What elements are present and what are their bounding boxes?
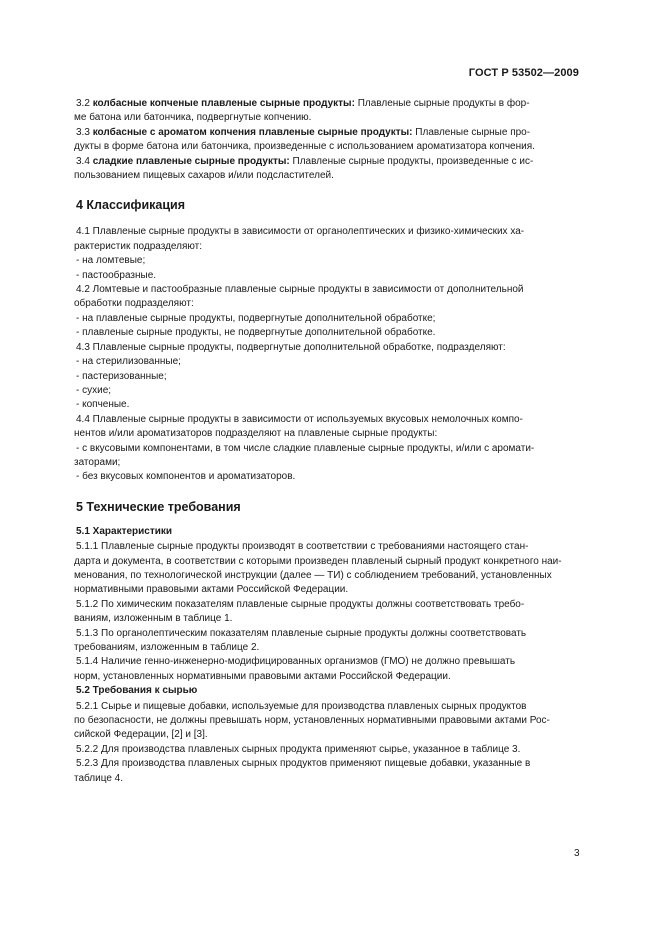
para-5-2-1-cont: по безопасности, не должны превышать норм, установленных нормативными правовыми актами Рос- — [74, 715, 550, 727]
para-5-1-2-cont: ваниям, изложенным в таблице 1. — [74, 613, 233, 625]
para-4-4: 4.4 Плавленые сырные продукты в зависимости от используемых вкусовых немолочных компо- — [76, 413, 523, 425]
para-4-1-cont: рактеристик подразделяют: — [74, 240, 203, 252]
term-title: колбасные копченые плавленые сырные продукты: — [92, 98, 355, 109]
term-title: колбасные с ароматом копчения плавленые сырные продукты: — [92, 126, 413, 138]
para-4-1: 4.1 Плавленые сырные продукты в зависимости от органолептических и физико-химических ха- — [76, 226, 525, 238]
list-item: - на плавленые сырные продукты, подвергнутые дополнительной обработке; — [76, 312, 436, 324]
para-5-1-2: 5.1.2 По химическим показателям плавленые сырные продукты должны соответствовать требо- — [76, 598, 525, 610]
list-item: - на ломтевые; — [76, 255, 146, 267]
para-4-3: 4.3 Плавленые сырные продукты, подвергнутые дополнительной обработке, подразделяют: — [76, 341, 506, 353]
list-item: - на стерилизованные; — [76, 356, 181, 368]
para-5-2-2: 5.2.2 Для производства плавленых сырных продукта применяют сырье, указанное в таблице 3. — [76, 743, 521, 755]
para-5-1-1-cont: менования, по технологической инструкции (далее — ТИ) с соблюдением требований, установленных — [74, 569, 552, 581]
term-text: Плавленые сырные продукты, произведенные с ис- — [292, 155, 534, 167]
term-text: Плавленые сырные продукты в фор- — [357, 98, 530, 109]
list-item: - сухие; — [76, 384, 112, 396]
term-number: 3.4 — [76, 155, 90, 167]
para-5-1-1-cont: дарта и документа, в соответствии с которыми произведен плавленый сырный продукт конкретного наи- — [74, 555, 562, 567]
term-text: дукты в форме батона или батончика, произведенные с использованием ароматизатора копчения. — [74, 141, 535, 153]
para-5-1-4: 5.1.4 Наличие генно-инженерно-модифицированных организмов (ГМО) не должно превышать — [76, 656, 516, 668]
para-4-2: 4.2 Ломтевые и пастообразные плавленые сырные продукты в зависимости от дополнительной — [76, 284, 524, 296]
term-number: 3.2 — [76, 98, 90, 109]
para-5-1-1: 5.1.1 Плавленые сырные продукты производят в соответствии с требованиями настоящего стан- — [76, 541, 529, 553]
para-5-2-1-cont: сийской Федерации, [2] и [3]. — [74, 729, 208, 741]
list-item: - копченые. — [76, 399, 130, 411]
para-4-4-cont: нентов и/или ароматизаторов подразделяют на плавленые сырные продукты: — [74, 428, 438, 440]
term-text: ме батона или батончика, подвергнутые копчению. — [74, 112, 312, 124]
list-item: - пастеризованные; — [76, 370, 167, 382]
list-item: - пастообразные. — [76, 269, 157, 281]
list-item: - с вкусовыми компонентами, в том числе сладкие плавленые сырные продукты, и/или с аромати- — [76, 442, 535, 454]
subsection-5-1-heading: 5.1 Характеристики — [76, 525, 173, 537]
para-5-2-1: 5.2.1 Сырье и пищевые добавки, используемые для производства плавленых сырных продуктов — [76, 700, 527, 712]
list-item-cont: заторами; — [74, 456, 121, 468]
term-title: сладкие плавленые сырные продукты: — [92, 155, 290, 167]
term-text: пользованием пищевых сахаров и/или подсластителей. — [74, 170, 334, 182]
term-number: 3.3 — [76, 126, 90, 138]
term-3-2 — [74, 97, 580, 126]
section-4-heading: 4 Классификация — [76, 198, 186, 213]
term-3-3 — [74, 126, 580, 155]
list-item: - плавленые сырные продукты, не подвергнутые дополнительной обработке. — [76, 327, 436, 339]
para-5-1-3-cont: требованиям, изложенным в таблице 2. — [74, 642, 260, 653]
para-5-2-3: 5.2.3 Для производства плавленых сырных продуктов применяют пищевые добавки, указанные в — [76, 758, 531, 770]
term-text: Плавленые сырные про- — [415, 126, 531, 138]
section-5-heading: 5 Технические требования — [76, 499, 241, 514]
document-id: ГОСТ Р 53502—2009 — [468, 67, 579, 79]
para-5-1-3: 5.1.3 По органолептическим показателям плавленые сырные продукты должны соответствовать — [76, 627, 527, 639]
page-number: 3 — [574, 848, 580, 859]
subsection-5-2-heading: 5.2 Требования к сырью — [76, 685, 198, 697]
para-5-2-3-cont: таблице 4. — [74, 772, 124, 784]
list-item: - без вкусовых компонентов и ароматизаторов. — [76, 471, 296, 483]
document-body — [74, 97, 580, 786]
para-5-1-1-cont: нормативными правовыми актами Российской Федерации. — [74, 584, 349, 596]
para-4-2-cont: обработки подразделяют: — [74, 298, 194, 310]
term-3-4 — [74, 155, 580, 184]
para-5-1-4-cont: норм, установленных нормативными правовыми актами Российской Федерации. — [74, 670, 451, 682]
